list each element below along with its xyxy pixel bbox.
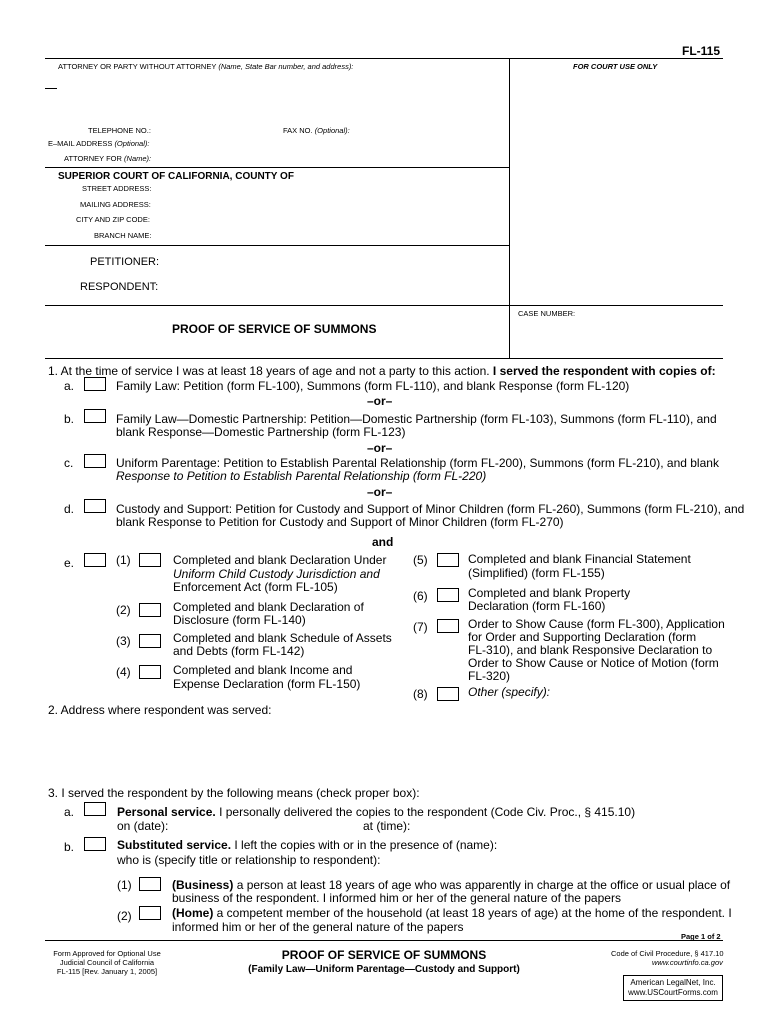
header-divider — [509, 58, 510, 358]
item-e7-line1: Order to Show Cause (form FL-300), Application — [468, 617, 725, 631]
item-3b1-line2: business of the respondent. I informed him or her of the general nature of the papers — [172, 891, 621, 905]
page-number: Page 1 of 2 — [681, 932, 721, 941]
item-e1-line3: Enforcement Act (form FL-105) — [173, 580, 338, 594]
item-e3-line2: and Debts (form FL-142) — [173, 644, 305, 658]
item-e5-line1: Completed and blank Financial Statement — [468, 552, 691, 566]
section3-intro: 3. I served the respondent by the following means (check proper box): — [48, 786, 420, 800]
item-e4-number: (4) — [116, 665, 131, 679]
city-label: CITY AND ZIP CODE: — [76, 215, 150, 224]
header-bottom-border — [45, 358, 723, 359]
item-e7-line2: for Order and Supporting Declaration (form — [468, 630, 697, 644]
who-is-label: who is (specify title or relationship to respondent): — [117, 853, 381, 867]
item-e3-line1: Completed and blank Schedule of Assets — [173, 631, 392, 645]
item-d-checkbox[interactable] — [84, 499, 106, 513]
respondent-label: RESPONDENT: — [80, 281, 159, 293]
item-b-line2: blank Response—Domestic Partnership (form FL-123) — [116, 425, 406, 439]
item-3a-letter: a. — [64, 805, 75, 819]
item-3b2-line2: informed him or her of the general nature of the papers — [172, 920, 464, 934]
footer-approved-line2: Judicial Council of California — [59, 958, 155, 967]
mailing-label: MAILING ADDRESS: — [80, 200, 151, 209]
form-number: FL-115 — [682, 44, 721, 58]
item-3a-checkbox[interactable] — [84, 802, 106, 816]
item-3b1-number: (1) — [117, 878, 132, 892]
header-tick — [45, 88, 57, 89]
item-c-letter: c. — [64, 456, 74, 470]
section1-intro: 1. At the time of service I was at least 18 years of age and not a party to this action. I served the respondent with copies of: — [48, 364, 716, 378]
item-e6-checkbox[interactable] — [437, 588, 459, 602]
item-e7-number: (7) — [413, 620, 428, 634]
item-3b2-line1: (Home) a competent member of the household (at least 18 years of age) at the home of the respondent. I — [172, 906, 732, 920]
item-e1-checkbox[interactable] — [139, 553, 161, 567]
item-e1-line1: Completed and blank Declaration Under — [173, 553, 387, 567]
footer-site: www.courtinfo.ca.gov — [652, 958, 723, 967]
item-e4-line2: Expense Declaration (form FL-150) — [173, 677, 361, 691]
header-line-court — [45, 167, 509, 168]
legalnet-url[interactable]: www.USCourtForms.com — [628, 988, 718, 997]
item-e6-line1: Completed and blank Property — [468, 586, 631, 600]
item-e3-checkbox[interactable] — [139, 634, 161, 648]
item-a-text: Family Law: Petition (form FL-100), Summons (form FL-110), and blank Response (form FL-120) — [116, 379, 630, 393]
legalnet-name: American LegalNet, Inc. — [630, 978, 716, 987]
item-c-line1: Uniform Parentage: Petition to Establish Parental Relationship (form FL-200), Summons (form FL-210), and blank — [116, 456, 719, 470]
header-line-parties — [45, 245, 509, 246]
item-a-letter: a. — [64, 379, 75, 393]
footer-code: Code of Civil Procedure, § 417.10 — [611, 949, 724, 958]
item-e-letter: e. — [64, 556, 75, 570]
item-3b1-line1: (Business) a person at least 18 years of age who was apparently in charge at the office or usual place of — [172, 878, 731, 892]
item-d-letter: d. — [64, 502, 75, 516]
item-e8-number: (8) — [413, 687, 428, 701]
item-e8-checkbox[interactable] — [437, 687, 459, 701]
item-c-checkbox[interactable] — [84, 454, 106, 468]
footer-approved-line3: FL-115 [Rev. January 1, 2005] — [56, 967, 158, 976]
item-e4-line1: Completed and blank Income and — [173, 663, 353, 677]
item-3b-letter: b. — [64, 840, 75, 854]
item-e5-number: (5) — [413, 553, 428, 567]
item-e1-number: (1) — [116, 553, 131, 567]
footer-subtitle: (Family Law—Uniform Parentage—Custody and Support) — [248, 964, 520, 975]
at-time-label: at (time): — [363, 819, 411, 833]
item-c-line2: Response to Petition to Establish Parental Relationship (form FL-220) — [116, 469, 487, 483]
attorney-label: ATTORNEY OR PARTY WITHOUT ATTORNEY (Name, State Bar number, and address): — [58, 62, 354, 71]
item-e7-line4: Order to Show Cause or Notice of Motion (form — [468, 656, 719, 670]
attorney-for-label: ATTORNEY FOR (Name): — [64, 154, 152, 163]
branch-label: BRANCH NAME: — [94, 231, 152, 240]
email-label: E–MAIL ADDRESS (Optional): — [48, 139, 150, 148]
item-b-letter: b. — [64, 412, 75, 426]
item-e4-checkbox[interactable] — [139, 665, 161, 679]
or-separator-3: –or– — [367, 485, 393, 499]
item-e7-line3: FL-310), and blank Responsive Declaration to — [468, 643, 713, 657]
item-3b2-number: (2) — [117, 909, 132, 923]
header-line-title — [45, 305, 723, 306]
court-use-label: FOR COURT USE ONLY — [573, 62, 658, 71]
item-3a-text: Personal service. I personally delivered the copies to the respondent (Code Civ. Proc., § 415.10) — [117, 805, 636, 819]
item-e7-checkbox[interactable] — [437, 619, 459, 633]
telephone-label: TELEPHONE NO.: — [88, 126, 151, 135]
item-e2-line1: Completed and blank Declaration of — [173, 600, 364, 614]
or-separator-2: –or– — [367, 441, 393, 455]
item-e6-number: (6) — [413, 589, 428, 603]
footer-title: PROOF OF SERVICE OF SUMMONS — [281, 948, 487, 962]
petitioner-label: PETITIONER: — [90, 256, 160, 268]
item-e3-number: (3) — [116, 634, 131, 648]
item-e5-checkbox[interactable] — [437, 553, 459, 567]
and-separator: and — [372, 535, 394, 549]
footer-rule — [45, 940, 723, 941]
item-d-line1: Custody and Support: Petition for Custody and Support of Minor Children (form FL-260), Summons (form FL-210), and — [116, 502, 745, 516]
header-top-border — [45, 58, 723, 59]
court-title: SUPERIOR COURT OF CALIFORNIA, COUNTY OF — [58, 171, 294, 182]
item-e1-line2: Uniform Child Custody Jurisdiction and — [173, 567, 380, 581]
item-3b2-checkbox[interactable] — [139, 906, 161, 920]
item-e2-number: (2) — [116, 603, 131, 617]
item-e-checkbox[interactable] — [84, 553, 106, 567]
item-e2-checkbox[interactable] — [139, 603, 161, 617]
street-label: STREET ADDRESS: — [82, 184, 152, 193]
item-e8-text: Other (specify): — [468, 685, 551, 699]
item-a-checkbox[interactable] — [84, 377, 106, 391]
item-e6-line2: Declaration (form FL-160) — [468, 599, 606, 613]
item-e7-line5: FL-320) — [468, 669, 511, 683]
section2-label: 2. Address where respondent was served: — [48, 703, 272, 717]
fax-label: FAX NO. (Optional): — [283, 126, 350, 135]
item-3b1-checkbox[interactable] — [139, 877, 161, 891]
page-title: PROOF OF SERVICE OF SUMMONS — [172, 322, 377, 336]
item-b-checkbox[interactable] — [84, 409, 106, 423]
on-date-label: on (date): — [117, 819, 169, 833]
footer-approved-line1: Form Approved for Optional Use — [53, 949, 161, 958]
item-e5-line2: (Simplified) (form FL-155) — [468, 566, 605, 580]
or-separator-1: –or– — [367, 394, 393, 408]
item-3b-text: Substituted service. I left the copies with or in the presence of (name): — [117, 838, 498, 852]
item-b-line1: Family Law—Domestic Partnership: Petition—Domestic Partnership (form FL-103), Summons (form FL-110), and — [116, 412, 717, 426]
case-number-label: CASE NUMBER: — [518, 309, 576, 318]
item-e2-line2: Disclosure (form FL-140) — [173, 613, 306, 627]
item-d-line2: blank Response to Petition for Custody and Support of Minor Children (form FL-270) — [116, 515, 564, 529]
item-3b-checkbox[interactable] — [84, 837, 106, 851]
